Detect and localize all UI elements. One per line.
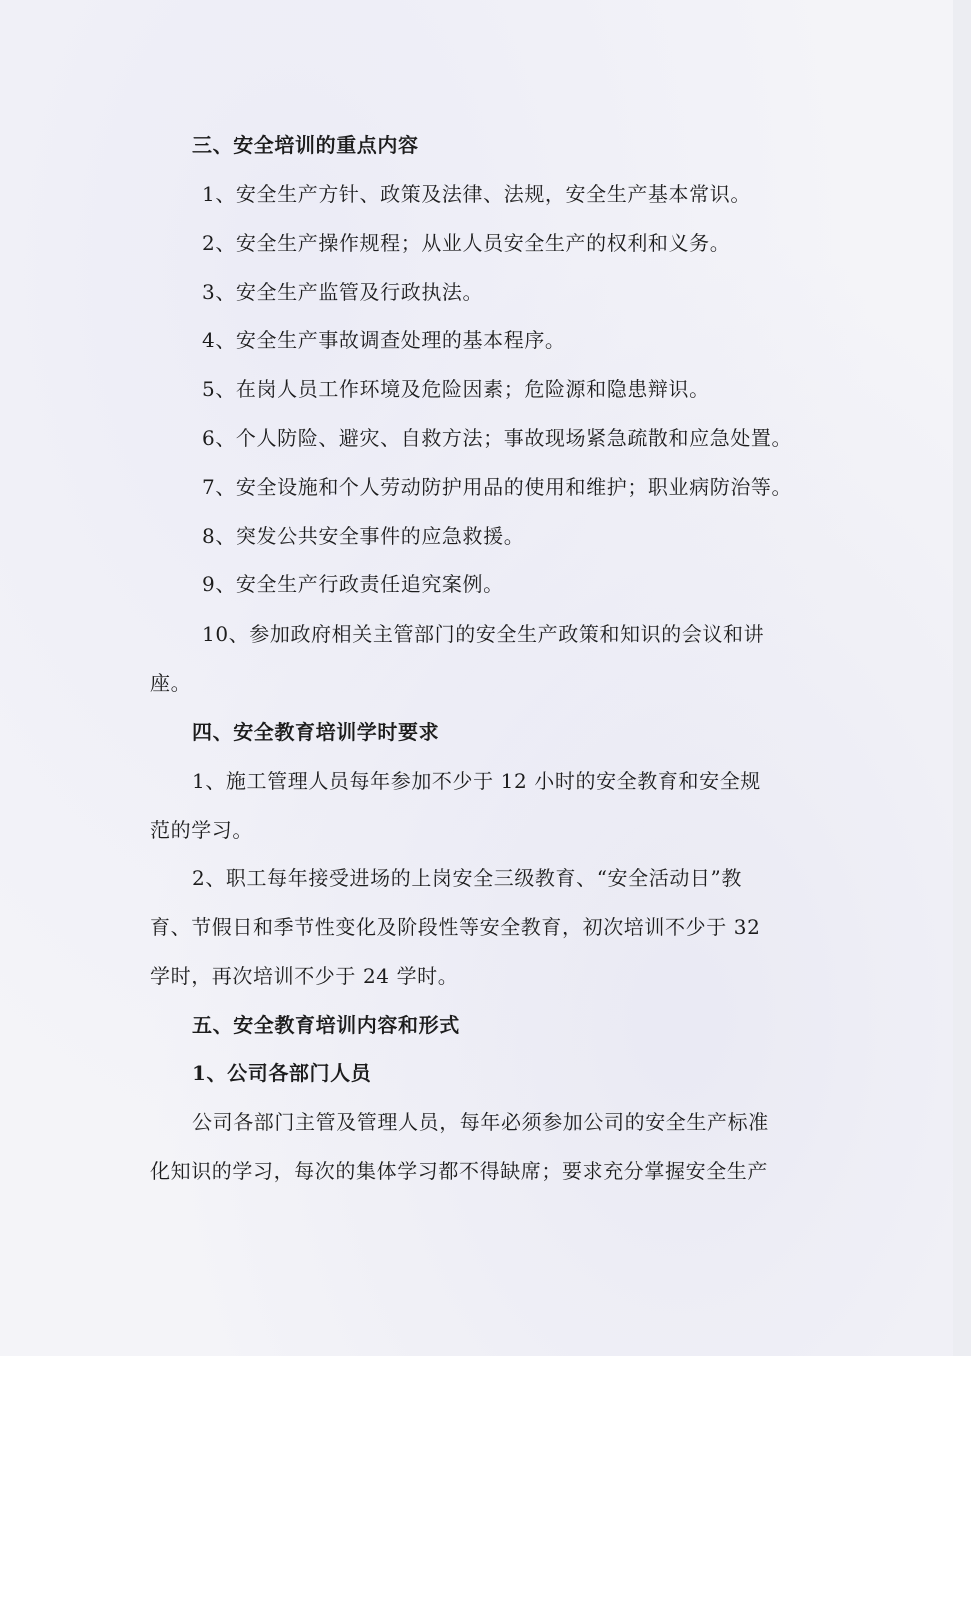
section-4-para-2-line-1: 2、职工每年接受进场的上岗安全三级教育、“安全活动日”教 bbox=[192, 866, 742, 890]
section-4-para-2-line-3: 学时，再次培训不少于 24 学时。 bbox=[150, 964, 459, 988]
section-5-para-line-2: 化知识的学习，每次的集体学习都不得缺席；要求充分掌握安全生产 bbox=[150, 1159, 768, 1183]
section-4-para-1-line-1: 1、施工管理人员每年参加不少于 12 小时的安全教育和安全规 bbox=[192, 769, 761, 793]
section-3-item-2: 2、安全生产操作规程；从业人员安全生产的权利和义务。 bbox=[202, 231, 731, 255]
section-3-item-9: 9、安全生产行政责任追究案例。 bbox=[202, 572, 504, 596]
section-3-item-7: 7、安全设施和个人劳动防护用品的使用和维护；职业病防治等。 bbox=[202, 475, 793, 499]
section-3-item-6: 6、个人防险、避灾、自救方法；事故现场紧急疏散和应急处置。 bbox=[202, 426, 793, 450]
section-3-heading: 三、安全培训的重点内容 bbox=[192, 133, 419, 157]
section-3-item-3: 3、安全生产监管及行政执法。 bbox=[202, 280, 484, 304]
section-3-item-5: 5、在岗人员工作环境及危险因素；危险源和隐患辩识。 bbox=[202, 377, 710, 401]
section-3-item-8: 8、突发公共安全事件的应急救援。 bbox=[202, 524, 525, 548]
scan-edge bbox=[953, 0, 971, 1356]
section-4-heading: 四、安全教育培训学时要求 bbox=[192, 720, 440, 744]
section-4-para-2-line-2: 育、节假日和季节性变化及阶段性等安全教育，初次培训不少于 32 bbox=[150, 915, 761, 939]
section-3-item-4: 4、安全生产事故调查处理的基本程序。 bbox=[202, 328, 566, 352]
section-5-heading: 五、安全教育培训内容和形式 bbox=[192, 1013, 460, 1037]
section-4-para-1-line-2: 范的学习。 bbox=[150, 818, 253, 842]
section-5-subheading: 1、公司各部门人员 bbox=[192, 1061, 372, 1085]
section-3-item-10-continuation: 座。 bbox=[150, 671, 192, 695]
section-3-item-10: 10、参加政府相关主管部门的安全生产政策和知识的会议和讲 bbox=[202, 622, 765, 646]
section-3-item-1: 1、安全生产方针、政策及法律、法规，安全生产基本常识。 bbox=[202, 182, 751, 206]
section-5-para-line-1: 公司各部门主管及管理人员，每年必须参加公司的安全生产标准 bbox=[192, 1110, 769, 1134]
